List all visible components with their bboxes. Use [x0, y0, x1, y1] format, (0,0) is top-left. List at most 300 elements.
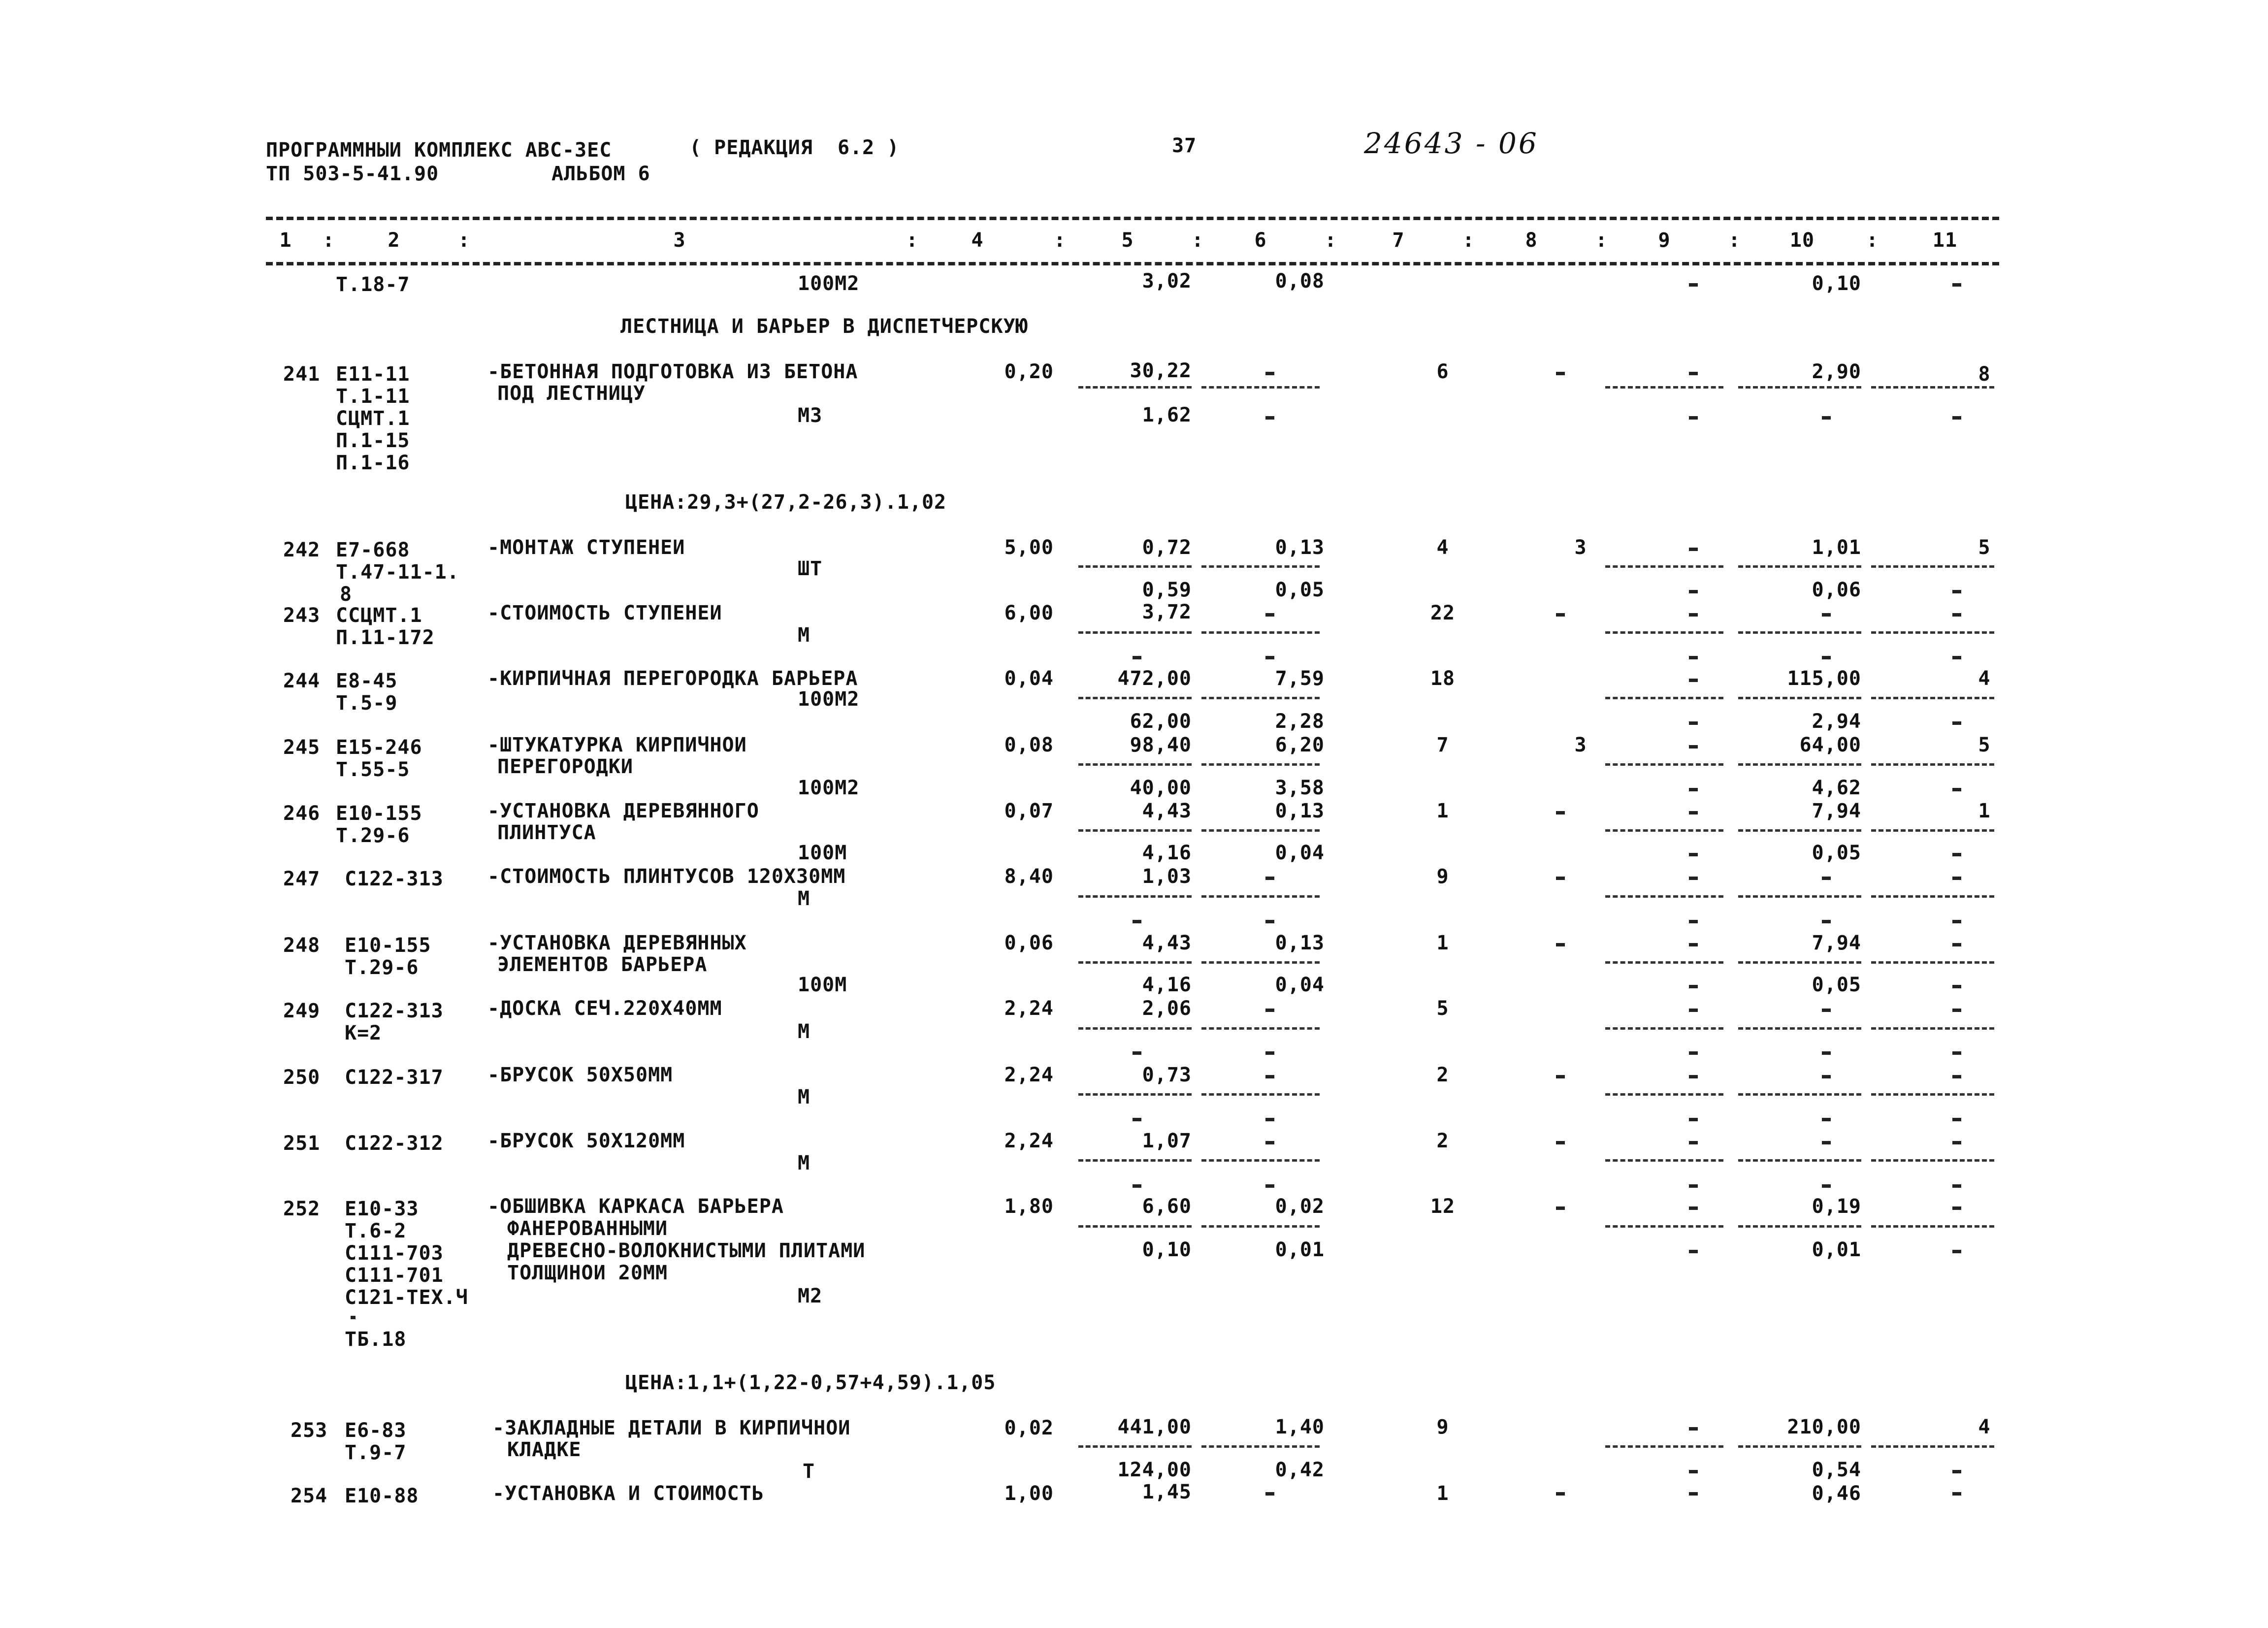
row-unit: 100М [798, 842, 847, 864]
dash-mark [1952, 877, 1961, 880]
row-separator [1738, 1159, 1861, 1162]
row-code: Е10-88 [345, 1485, 419, 1507]
dash-mark [1556, 1206, 1565, 1210]
row-value: 0,01 [1275, 1238, 1325, 1261]
row-separator [1738, 829, 1861, 832]
dash-mark [1689, 721, 1698, 725]
dash-mark [1689, 416, 1698, 420]
row-code: Т.29-6 [336, 824, 410, 847]
dash-mark [1952, 590, 1961, 593]
dash-mark [1952, 985, 1961, 988]
dash-mark [1952, 1492, 1961, 1496]
row-value: 0,10 [1142, 1238, 1192, 1261]
col-header: 7 [1392, 229, 1405, 252]
row-code: Е11-11 [336, 363, 410, 386]
row-description: -КИРПИЧНАЯ ПЕРЕГОРОДКА БАРЬЕРА [487, 667, 858, 690]
dash-mark [1689, 548, 1698, 551]
row-quantity: 0,02 [1004, 1417, 1054, 1439]
row-number: 251 [283, 1132, 321, 1155]
row-quantity: 2,24 [1004, 997, 1054, 1020]
row-description: -УСТАНОВКА ДЕРЕВЯННЫХ [487, 932, 747, 954]
row-code: Т.18-7 [336, 273, 410, 296]
row-separator [1738, 895, 1861, 898]
dash-mark [1822, 920, 1831, 923]
row-value: 124,00 [1117, 1459, 1192, 1481]
row-number: 242 [283, 539, 321, 561]
col-separator: : [1462, 229, 1475, 252]
row-unit: Т [803, 1460, 815, 1483]
row-value: 0,05 [1275, 579, 1325, 601]
dash-mark [1689, 811, 1698, 814]
col-separator: : [1054, 229, 1067, 252]
dash-mark [1689, 853, 1698, 856]
row-value: 3,72 [1142, 601, 1192, 623]
row-separator [1738, 386, 1861, 389]
dash-mark [351, 1316, 356, 1319]
dash-mark [1265, 877, 1274, 880]
dash-mark [1133, 920, 1141, 923]
dash-mark [1265, 920, 1274, 923]
dash-mark [1952, 283, 1961, 287]
row-value: 40,00 [1130, 777, 1192, 799]
dash-mark [1265, 416, 1274, 420]
row-value: 2,90 [1812, 360, 1861, 383]
dash-mark [1265, 613, 1274, 617]
project-code: ТП 503-5-41.90 [266, 163, 439, 185]
row-code: Е10-155 [345, 934, 431, 957]
row-unit: 100М2 [798, 272, 860, 295]
dash-mark [1556, 613, 1565, 617]
dash-mark [1689, 1184, 1698, 1188]
row-code: К=2 [345, 1022, 382, 1044]
row-value: 1,40 [1275, 1416, 1325, 1438]
row-separator [1201, 1445, 1320, 1448]
dash-mark [1952, 1051, 1961, 1055]
row-value: 0,73 [1142, 1064, 1192, 1086]
row-value: 0,72 [1142, 536, 1192, 559]
col-header: 2 [388, 229, 400, 252]
col-header: 6 [1254, 229, 1267, 252]
header-rule-top [266, 217, 1999, 220]
row-value: 0,06 [1812, 579, 1861, 601]
row-quantity: 0,04 [1004, 667, 1054, 690]
row-separator [1871, 631, 1994, 634]
row-value: 4,62 [1812, 777, 1861, 799]
row-value: 0,08 [1275, 270, 1325, 293]
row-value: 0,10 [1812, 272, 1861, 295]
row-description: ПЛИНТУСА [497, 821, 596, 844]
dash-mark [1133, 656, 1141, 659]
col-separator: : [458, 229, 471, 252]
row-code: С122-312 [345, 1132, 444, 1155]
row-separator [1605, 961, 1723, 964]
row-separator [1078, 1159, 1192, 1162]
col-separator: : [1866, 229, 1879, 252]
row-separator [1078, 565, 1192, 568]
dash-mark [1822, 1141, 1831, 1144]
dash-mark [1689, 283, 1698, 287]
row-code: С111-703 [345, 1242, 444, 1265]
row-value: 2,28 [1275, 710, 1325, 733]
row-separator [1605, 895, 1723, 898]
row-separator [1605, 763, 1723, 766]
row-value: 2,94 [1812, 710, 1861, 733]
row-separator [1738, 1027, 1861, 1030]
row-separator [1871, 565, 1994, 568]
row-quantity: 2,24 [1004, 1130, 1054, 1152]
row-separator [1078, 1225, 1192, 1228]
row-separator [1738, 631, 1861, 634]
row-code: ССЦМТ.1 [336, 604, 422, 627]
row-separator [1871, 961, 1994, 964]
dash-mark [1556, 1492, 1565, 1496]
row-value: 1,62 [1142, 404, 1192, 426]
row-separator [1078, 631, 1192, 634]
row-value: 0,13 [1275, 932, 1325, 954]
row-unit: М [798, 887, 810, 910]
row-description: ПЕРЕГОРОДКИ [497, 755, 633, 778]
dash-mark [1265, 1051, 1274, 1055]
dash-mark [1265, 1492, 1274, 1496]
row-separator [1078, 1027, 1192, 1030]
row-description: КЛАДКЕ [507, 1438, 582, 1461]
row-code: Е8-45 [336, 670, 398, 692]
row-description: -БРУСОК 50Х120ММ [487, 1130, 685, 1152]
row-value: 4,16 [1142, 974, 1192, 996]
dash-mark [1952, 788, 1961, 791]
row-value: 1,03 [1142, 865, 1192, 888]
row-value: 1 [1978, 800, 1991, 822]
dash-mark [1689, 372, 1698, 375]
row-value: 0,46 [1812, 1482, 1861, 1505]
row-separator [1871, 1445, 1994, 1448]
dash-mark [1689, 788, 1698, 791]
dash-mark [1952, 1009, 1961, 1012]
dash-mark [1133, 1051, 1141, 1055]
dash-mark [1265, 1009, 1274, 1012]
row-separator [1738, 1445, 1861, 1448]
row-separator [1605, 1159, 1723, 1162]
row-number: 241 [283, 363, 321, 386]
row-value: 3,02 [1142, 270, 1192, 293]
row-quantity: 6,00 [1004, 602, 1054, 624]
dash-mark [1689, 877, 1698, 880]
row-code: С122-313 [345, 868, 444, 890]
row-value: 7,59 [1275, 667, 1325, 690]
section-title: ЛЕСТНИЦА И БАРЬЕР В ДИСПЕТЧЕРСКУЮ [620, 315, 1028, 338]
row-value: 64,00 [1799, 734, 1861, 756]
row-value: 6,60 [1142, 1195, 1192, 1218]
row-code: Т.6-2 [345, 1220, 407, 1242]
row-unit: М2 [798, 1285, 823, 1307]
dash-mark [1952, 1250, 1961, 1253]
row-description: -БРУСОК 50Х50ММ [487, 1064, 673, 1086]
dash-mark [1556, 372, 1565, 375]
row-code: П.1-15 [336, 429, 410, 452]
col-separator: : [1728, 229, 1741, 252]
col-separator: : [1325, 229, 1337, 252]
row-value: 0,54 [1812, 1459, 1861, 1481]
row-description: -ЗАКЛАДНЫЕ ДЕТАЛИ В КИРПИЧНОИ [492, 1417, 851, 1439]
row-number: 248 [283, 934, 321, 957]
row-value: 6,20 [1275, 734, 1325, 756]
row-value: 3 [1574, 536, 1587, 559]
row-separator [1871, 386, 1994, 389]
dash-mark [1689, 1075, 1698, 1078]
row-separator [1201, 386, 1320, 389]
row-value: 0,13 [1275, 536, 1325, 559]
col-header: 1 [279, 229, 292, 252]
row-separator [1201, 1159, 1320, 1162]
row-separator [1871, 1027, 1994, 1030]
dash-mark [1822, 416, 1831, 420]
row-description: -СТОИМОСТЬ ПЛИНТУСОВ 120Х30ММ [487, 865, 846, 888]
dash-mark [1689, 1470, 1698, 1473]
row-separator [1605, 1093, 1723, 1096]
row-value: 22 [1430, 602, 1456, 624]
col-header: 4 [971, 229, 984, 252]
row-code: Т.55-5 [336, 758, 410, 781]
row-quantity: 5,00 [1004, 536, 1054, 559]
row-unit: М [798, 624, 810, 647]
row-value: 62,00 [1130, 710, 1192, 733]
row-description: -УСТАНОВКА И СТОИМОСТЬ [492, 1482, 764, 1505]
row-value: 4,43 [1142, 800, 1192, 822]
dash-mark [1822, 877, 1831, 880]
row-code: Е7-668 [336, 539, 410, 561]
row-separator [1201, 631, 1320, 634]
row-separator [1605, 1445, 1723, 1448]
row-separator [1605, 1027, 1723, 1030]
row-description: ЭЛЕМЕНТОВ БАРЬЕРА [497, 953, 708, 976]
row-value: 7 [1436, 734, 1449, 756]
row-value: 441,00 [1117, 1416, 1192, 1438]
dash-mark [1952, 613, 1961, 617]
row-value: 210,00 [1787, 1416, 1861, 1438]
row-code: ТБ.18 [345, 1328, 407, 1351]
dash-mark [1265, 1075, 1274, 1078]
row-value: 5 [1436, 997, 1449, 1020]
row-number: 243 [283, 604, 321, 627]
row-separator [1605, 631, 1723, 634]
dash-mark [1952, 1206, 1961, 1210]
dash-mark [1265, 1141, 1274, 1144]
row-number: 247 [283, 868, 321, 890]
dash-mark [1133, 1118, 1141, 1121]
row-value: 0,42 [1275, 1459, 1325, 1481]
row-separator [1078, 386, 1192, 389]
col-header: 3 [673, 229, 686, 252]
dash-mark [1556, 811, 1565, 814]
col-header: 8 [1525, 229, 1538, 252]
row-value: 8 [1978, 363, 1991, 386]
program-title: ПРОГРАММНЫИ КОМПЛЕКС АВС-3ЕС [266, 139, 612, 162]
row-code: С121-ТЕХ.Ч [345, 1286, 468, 1309]
row-value: 98,40 [1130, 734, 1192, 756]
row-separator [1738, 565, 1861, 568]
col-header: 9 [1658, 229, 1671, 252]
row-value: 5 [1978, 536, 1991, 559]
row-separator [1078, 1093, 1192, 1096]
dash-mark [1952, 1470, 1961, 1473]
row-unit: М [798, 1086, 810, 1108]
row-code: Е6-83 [345, 1419, 407, 1442]
row-value: 2 [1436, 1064, 1449, 1086]
row-number: 244 [283, 670, 321, 692]
row-value: 0,05 [1812, 974, 1861, 996]
row-value: 115,00 [1787, 667, 1861, 690]
row-value: 6 [1436, 360, 1449, 383]
dash-mark [1556, 877, 1565, 880]
row-separator [1871, 697, 1994, 699]
row-separator [1201, 1093, 1320, 1096]
dash-mark [1556, 943, 1565, 946]
dash-mark [1689, 943, 1698, 946]
dash-mark [1689, 985, 1698, 988]
row-separator [1871, 1225, 1994, 1228]
header-rule-bottom [266, 262, 1999, 265]
row-value: 1,45 [1142, 1481, 1192, 1503]
dash-mark [1265, 1184, 1274, 1188]
row-unit: 100М [798, 974, 847, 996]
row-number: 246 [283, 802, 321, 825]
row-value: 7,94 [1812, 800, 1861, 822]
price-formula: ЦЕНА:29,3+(27,2-26,3).1,02 [625, 491, 947, 514]
row-code: Е10-33 [345, 1198, 419, 1220]
row-value: 0,01 [1812, 1238, 1861, 1261]
row-unit: ШТ [798, 557, 823, 580]
row-quantity: 0,20 [1004, 360, 1054, 383]
row-code: П.11-172 [336, 626, 435, 649]
dash-mark [1265, 656, 1274, 659]
dash-mark [1822, 656, 1831, 659]
row-value: 4 [1978, 1416, 1991, 1438]
row-value: 4,16 [1142, 842, 1192, 864]
album-label: АЛЬБОМ 6 [551, 163, 650, 185]
row-description: ДРЕВЕСНО-ВОЛОКНИСТЫМИ ПЛИТАМИ [507, 1239, 866, 1262]
dash-mark [1689, 613, 1698, 617]
dash-mark [1822, 1184, 1831, 1188]
row-separator [1605, 565, 1723, 568]
row-value: 2,06 [1142, 997, 1192, 1020]
row-value: 2 [1436, 1130, 1449, 1152]
row-unit: М [798, 1152, 810, 1174]
dash-mark [1689, 590, 1698, 593]
row-separator [1605, 697, 1723, 699]
row-separator [1605, 1225, 1723, 1228]
row-value: 1,01 [1812, 536, 1861, 559]
row-description: -ШТУКАТУРКА КИРПИЧНОИ [487, 734, 747, 756]
row-number: 252 [283, 1198, 321, 1220]
row-unit: 100М2 [798, 688, 860, 711]
row-separator [1871, 895, 1994, 898]
row-value: 30,22 [1130, 359, 1192, 382]
row-separator [1078, 697, 1192, 699]
col-separator: : [323, 229, 335, 252]
col-separator: : [1192, 229, 1204, 252]
row-value: 472,00 [1117, 667, 1192, 690]
row-unit: М [798, 1020, 810, 1043]
row-code: Т.5-9 [336, 692, 398, 715]
row-code: Т.1-11 [336, 385, 410, 408]
row-separator [1605, 829, 1723, 832]
row-value: 9 [1436, 1416, 1449, 1438]
row-description: -МОНТАЖ СТУПЕНЕИ [487, 536, 685, 559]
row-code: С111-701 [345, 1264, 444, 1287]
row-quantity: 8,40 [1004, 865, 1054, 888]
row-value: 0,02 [1275, 1195, 1325, 1218]
row-quantity: 2,24 [1004, 1064, 1054, 1086]
row-value: 1 [1436, 1482, 1449, 1505]
row-separator [1738, 1093, 1861, 1096]
col-separator: : [1595, 229, 1608, 252]
row-value: 7,94 [1812, 932, 1861, 954]
dash-mark [1689, 1427, 1698, 1431]
handwritten-code: 24643 - 06 [1364, 127, 1539, 160]
dash-mark [1689, 679, 1698, 682]
row-unit: М3 [798, 404, 823, 427]
dash-mark [1822, 1118, 1831, 1121]
row-separator [1078, 1445, 1192, 1448]
row-code: Е10-155 [336, 802, 422, 825]
row-value: 0,13 [1275, 800, 1325, 822]
row-value: 0,59 [1142, 579, 1192, 601]
row-number: 245 [283, 736, 321, 759]
row-quantity: 1,00 [1004, 1482, 1054, 1505]
row-unit: 100М2 [798, 777, 860, 799]
row-number: 253 [291, 1419, 328, 1442]
row-description: ТОЛЩИНОИ 20ММ [507, 1262, 668, 1284]
row-number: 249 [283, 1000, 321, 1022]
row-description: ФАНЕРОВАННЫМИ [507, 1217, 668, 1240]
row-value: 0,04 [1275, 974, 1325, 996]
row-code: П.1-16 [336, 452, 410, 474]
row-separator [1201, 763, 1320, 766]
dash-mark [1689, 1009, 1698, 1012]
page-number: 37 [1172, 134, 1197, 157]
row-separator [1201, 829, 1320, 832]
row-value: 4 [1978, 667, 1991, 690]
row-separator [1738, 1225, 1861, 1228]
col-separator: : [906, 229, 919, 252]
row-quantity: 0,07 [1004, 800, 1054, 822]
row-separator [1871, 829, 1994, 832]
row-separator [1738, 697, 1861, 699]
dash-mark [1689, 920, 1698, 923]
row-separator [1738, 763, 1861, 766]
dash-mark [1133, 1184, 1141, 1188]
dash-mark [1822, 1075, 1831, 1078]
row-code: Т.47-11-1. [336, 561, 459, 584]
row-separator [1201, 697, 1320, 699]
dash-mark [1952, 943, 1961, 946]
dash-mark [1952, 416, 1961, 420]
row-separator [1201, 1225, 1320, 1228]
row-separator [1605, 386, 1723, 389]
price-formula: ЦЕНА:1,1+(1,22-0,57+4,59).1,05 [625, 1371, 996, 1394]
row-value: 1 [1436, 800, 1449, 822]
row-quantity: 0,08 [1004, 734, 1054, 756]
dash-mark [1689, 1206, 1698, 1210]
row-separator [1201, 1027, 1320, 1030]
row-code: Т.9-7 [345, 1441, 407, 1464]
dash-mark [1822, 613, 1831, 617]
dash-mark [1689, 1118, 1698, 1121]
row-quantity: 0,06 [1004, 932, 1054, 954]
row-separator [1871, 763, 1994, 766]
row-code: С122-313 [345, 1000, 444, 1022]
dash-mark [1952, 853, 1961, 856]
